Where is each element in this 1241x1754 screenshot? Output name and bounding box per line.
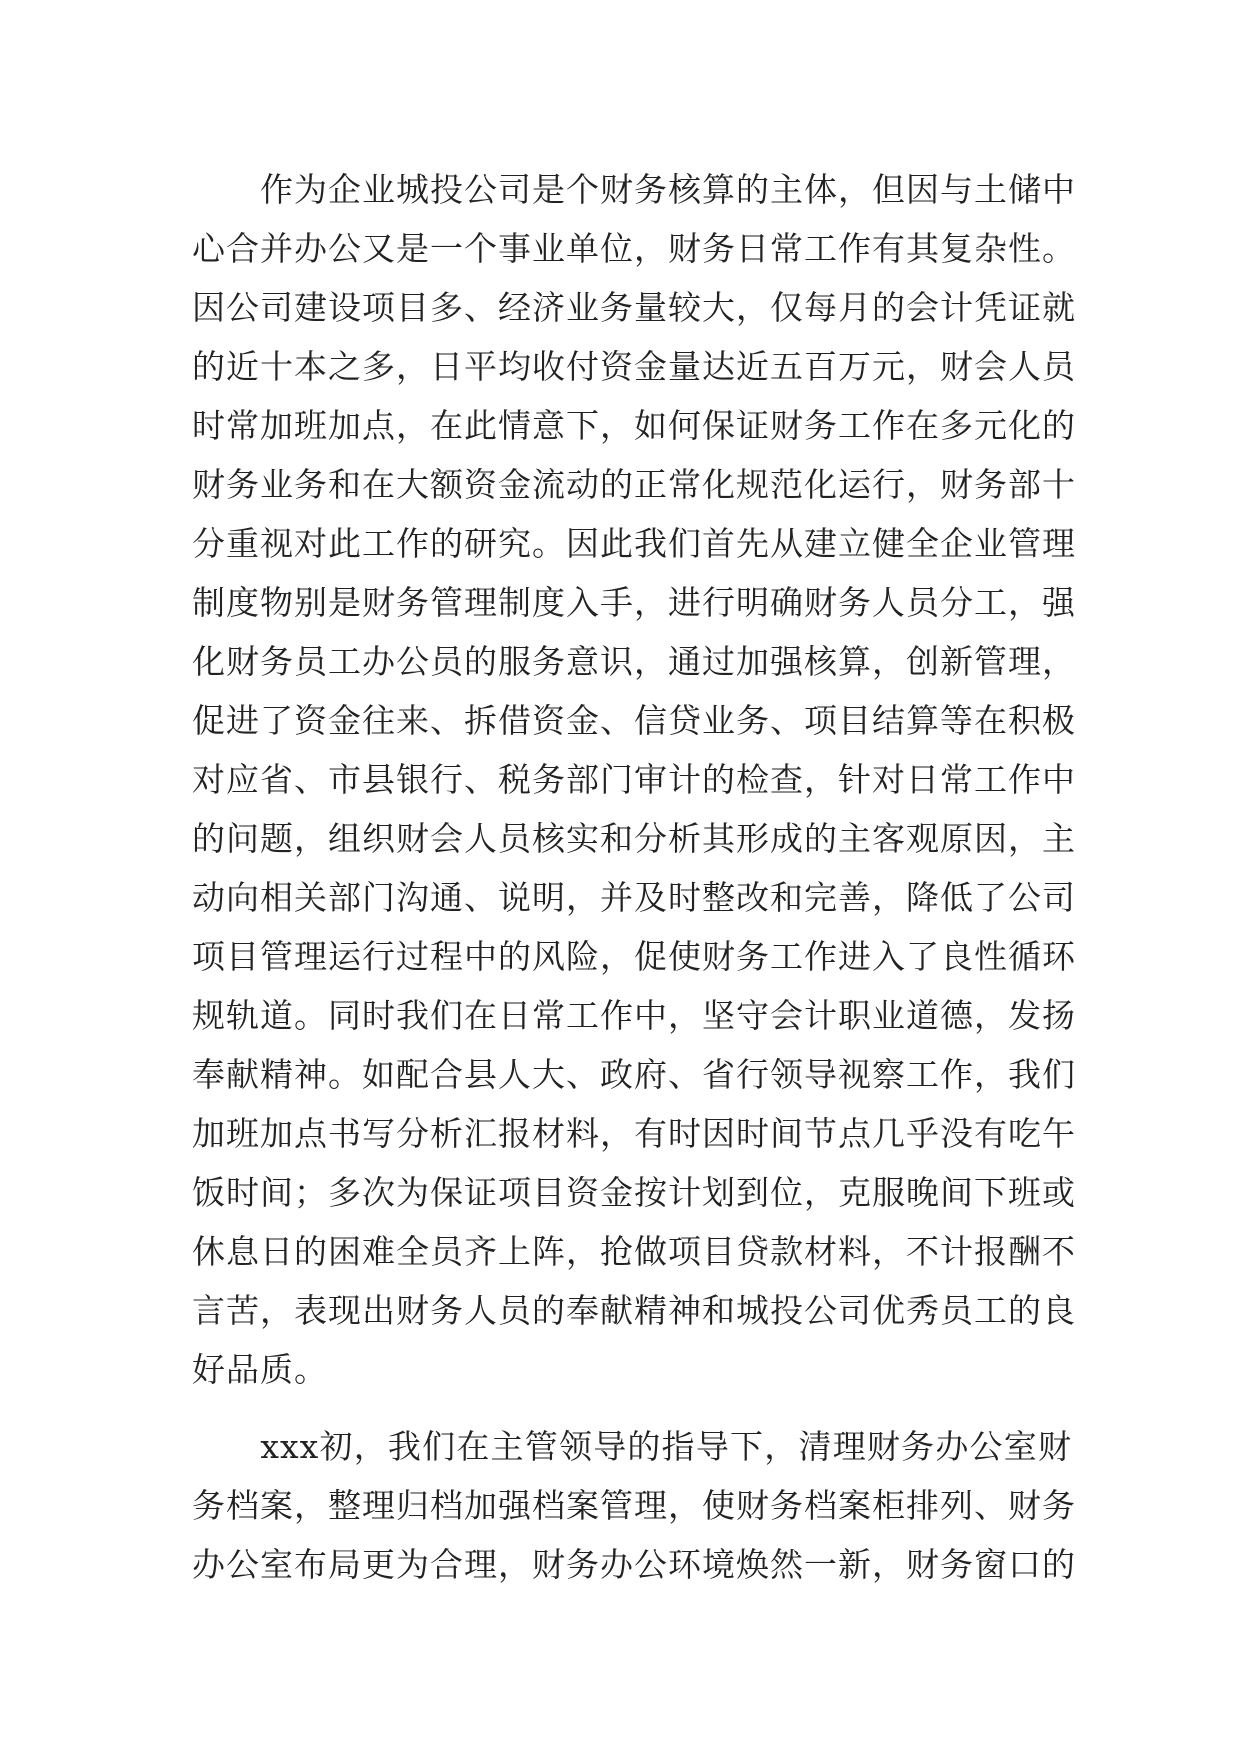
text-line: 加班加点书写分析汇报材料，有时因时间节点几乎没有吃午: [192, 1114, 1076, 1153]
text-line: 制度物别是财务管理制度入手，进行明确财务人员分工，强: [192, 583, 1076, 622]
text-line: 因公司建设项目多、经济业务量较大，仅每月的会计凭证就: [192, 288, 1076, 327]
text-line: 财务业务和在大额资金流动的正常化规范化运行，财务部十: [192, 465, 1076, 504]
text-line: 时常加班加点，在此情意下，如何保证财务工作在多元化的: [192, 406, 1076, 445]
text-line: 办公室布局更为合理，财务办公环境焕然一新，财务窗口的: [192, 1545, 1076, 1584]
text-line: 动向相关部门沟通、说明，并及时整改和完善，降低了公司: [192, 878, 1076, 917]
text-line: 饭时间；多次为保证项目资金按计划到位，克服晚间下班或: [192, 1173, 1076, 1212]
text-line: 休息日的困难全员齐上阵，抢做项目贷款材料，不计报酬不: [192, 1232, 1076, 1271]
paragraph-2: [192, 1417, 1076, 1594]
document-body: [192, 160, 1076, 1594]
paragraph-spacer: [192, 1399, 1072, 1417]
text-line: 项目管理运行过程中的风险，促使财务工作进入了良性循环: [192, 937, 1076, 976]
text-line: 奉献精神。如配合县人大、政府、省行领导视察工作，我们: [192, 1055, 1076, 1094]
text-line: 对应省、市县银行、税务部门审计的检查，针对日常工作中: [192, 760, 1076, 799]
text-line: 好品质。: [192, 1350, 328, 1389]
text-line: 化财务员工办公员的服务意识，通过加强核算，创新管理，: [192, 642, 1076, 681]
text-line: 务档案，整理归档加强档案管理，使财务档案柜排列、财务: [192, 1486, 1076, 1525]
text-line: 心合并办公又是一个事业单位，财务日常工作有其复杂性。: [192, 229, 1076, 268]
text-line: 分重视对此工作的研究。因此我们首先从建立健全企业管理: [192, 524, 1076, 563]
text-line: 规轨道。同时我们在日常工作中，坚守会计职业道德，发扬: [192, 996, 1076, 1035]
text-line: 促进了资金往来、拆借资金、信贷业务、项目结算等在积极: [192, 701, 1076, 740]
text-line: xxx初，我们在主管领导的指导下，清理财务办公室财: [192, 1427, 1072, 1466]
text-line: 言苦，表现出财务人员的奉献精神和城投公司优秀员工的良: [192, 1291, 1076, 1330]
text-line: 作为企业城投公司是个财务核算的主体，但因与土储中: [192, 170, 1076, 209]
text-line: 的近十本之多，日平均收付资金量达近五百万元，财会人员: [192, 347, 1076, 386]
text-line: 的问题，组织财会人员核实和分析其形成的主客观原因，主: [192, 819, 1076, 858]
paragraph-1: [192, 160, 1076, 1399]
